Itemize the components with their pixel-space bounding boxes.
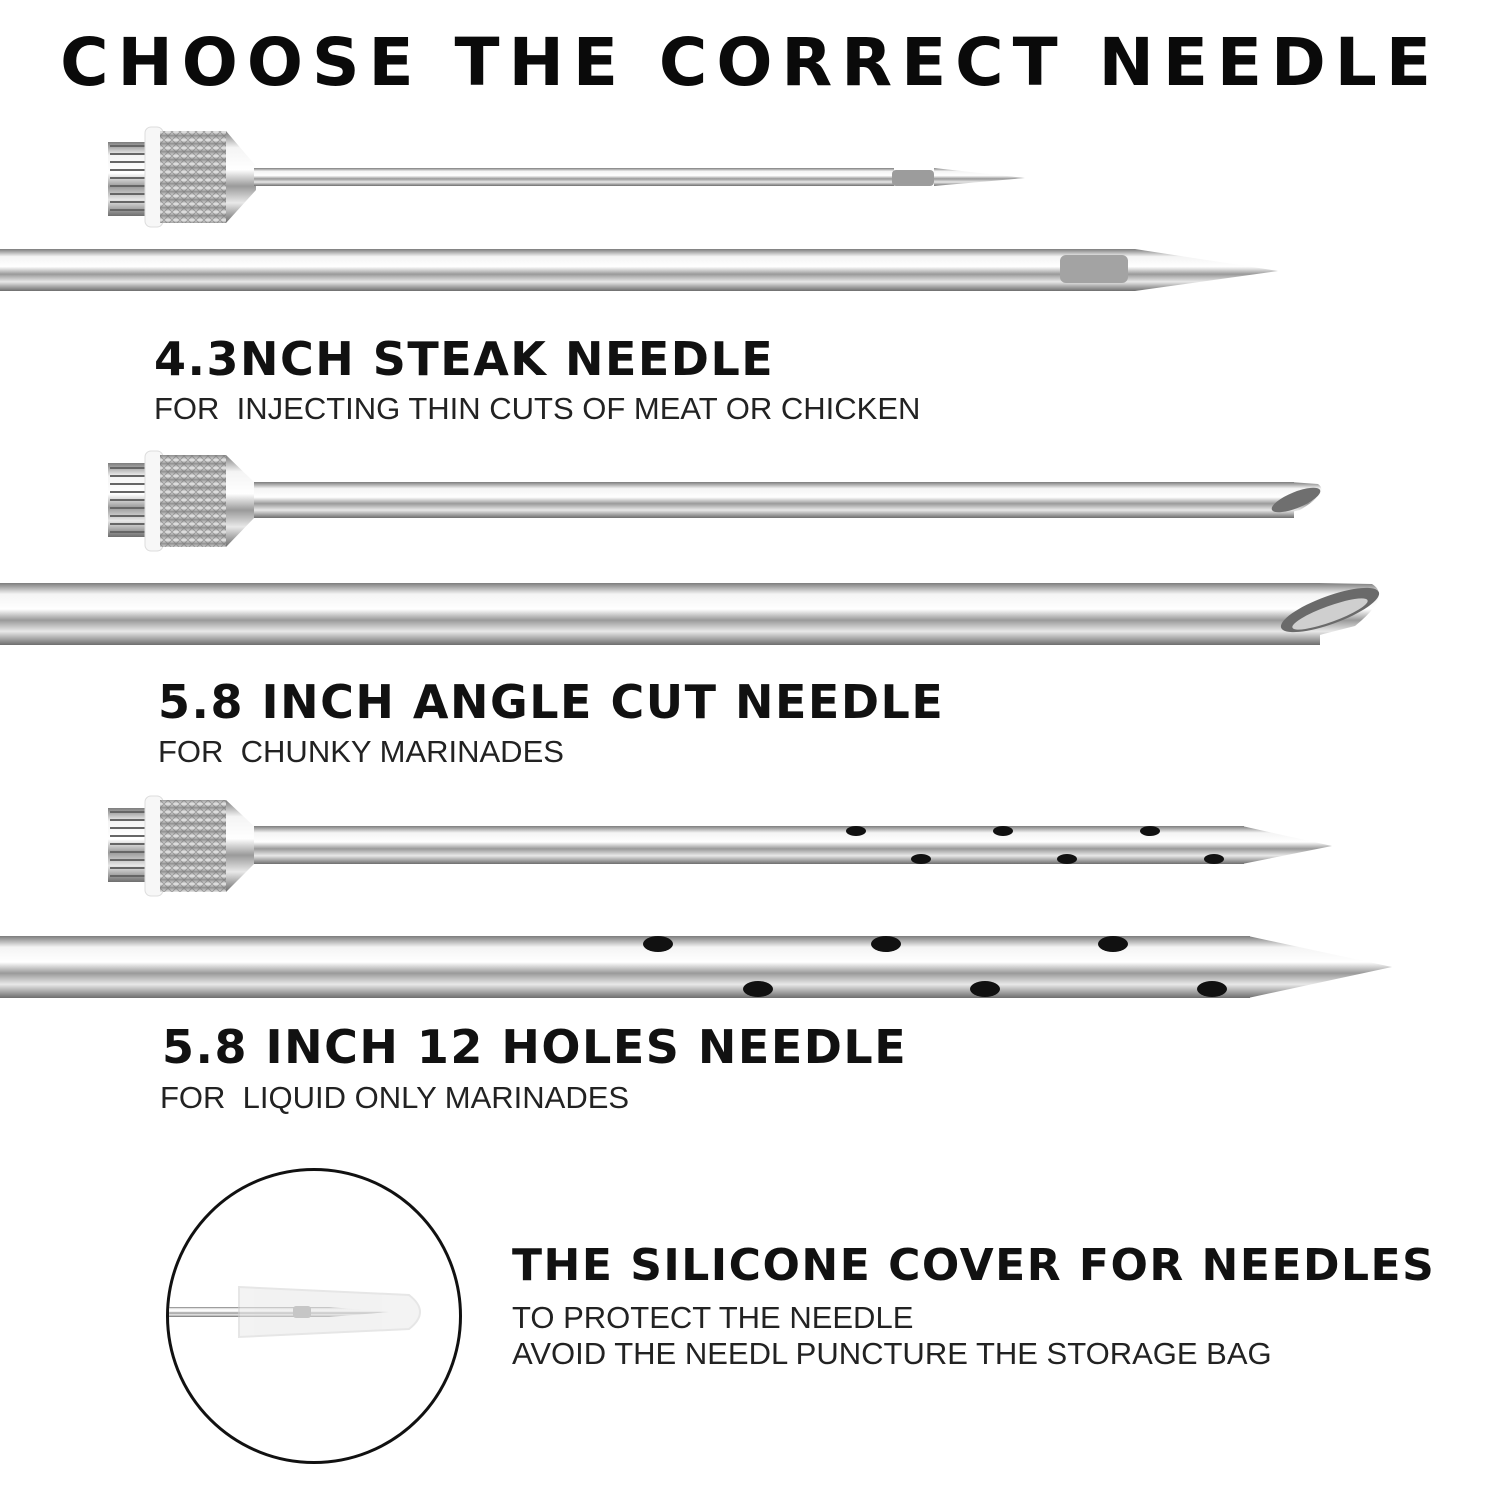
holes-needle-illustration: [0, 790, 1500, 1005]
cover-description-line2: AVOID THE NEEDL PUNCTURE THE STORAGE BAG: [512, 1336, 1272, 1371]
holes-needle-zoom: [0, 936, 1392, 998]
cover-description-line1: TO PROTECT THE NEEDLE: [512, 1300, 914, 1335]
needle-description-steak: FOR INJECTING THIN CUTS OF MEAT OR CHICKEN: [154, 391, 921, 426]
steak-needle-small: [108, 127, 1025, 227]
angle-cut-needle-small: [108, 451, 1323, 551]
covered-needle-icon: [169, 1171, 459, 1461]
angle-cut-needle-illustration: [0, 445, 1500, 660]
needle-description-angle-cut: FOR CHUNKY MARINADES: [158, 734, 564, 769]
steak-needle-illustration: [0, 120, 1500, 310]
cover-heading: THE SILICONE COVER FOR NEEDLES: [512, 1240, 1436, 1291]
needle-description-holes: FOR LIQUID ONLY MARINADES: [160, 1080, 630, 1115]
needle-heading-steak: 4.3NCH STEAK NEEDLE: [154, 332, 775, 386]
page-title: CHOOSE THE CORRECT NEEDLE: [60, 24, 1440, 101]
holes-needle-small: [108, 796, 1332, 896]
angle-cut-needle-zoom: [0, 579, 1384, 645]
needle-heading-angle-cut: 5.8 INCH ANGLE CUT NEEDLE: [158, 675, 945, 729]
silicone-cover-illustration: [166, 1168, 462, 1464]
steak-needle-zoom: [0, 249, 1278, 291]
needle-heading-holes: 5.8 INCH 12 HOLES NEEDLE: [162, 1020, 908, 1074]
